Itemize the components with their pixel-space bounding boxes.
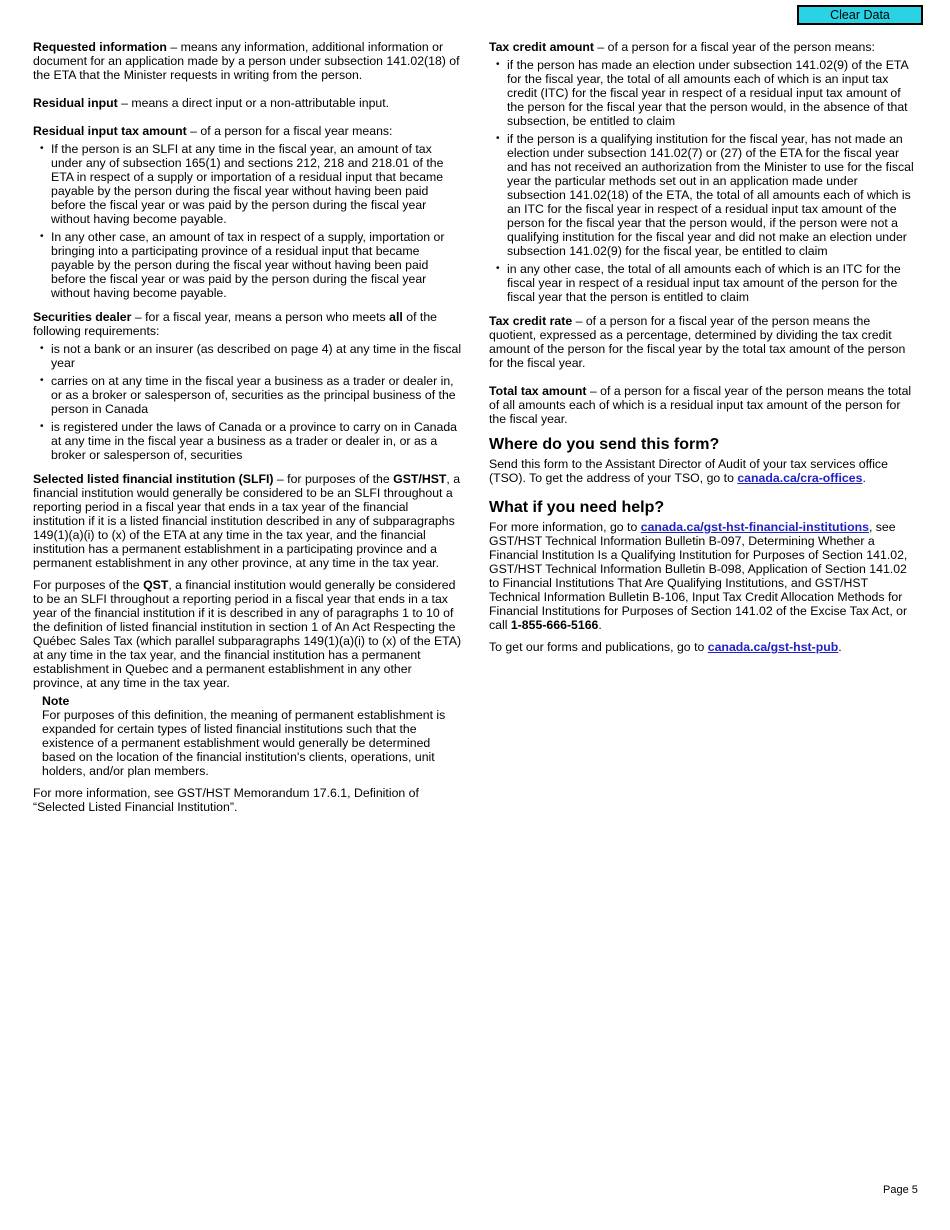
qst-paragraph: For purposes of the QST, a financial institution would generally be considered to be an SLFI throughout a reporting period in a fiscal year that ends in a tax year of the financial institution if it is described in any of paragraphs 1 to 10 of the definition of listed financial institution in section 1 of An Act Respecting the Québec Sales Tax (which parallel subparagraphs 149(1)(a)(i) to (x) of the ETA) at any time in the tax year, and the financial institution has a permanent establishment in Quebec and a permanent establishment in any other province, at any time in the tax year.: [33, 578, 462, 690]
send-text: Send this form to the Assistant Director of Audit of your tax services office (TSO). To get the address of your TSO, go to canada.ca/cra-offices.: [489, 457, 888, 485]
def-residual-input: Residual input – means a direct input or a non-attributable input.: [33, 96, 390, 110]
list-item: • if the person is a qualifying institution for the fiscal year, has not made an election under subsection 141.02(7) or (27) of the ETA for the fiscal year and has not received an authorization from the Minister to use for the fiscal year the particular methods set out in an application made under subsection 141.02(18) of the ETA, the total of all amounts each of which is an ITC for the fiscal year in respect of a residual input tax amount of the person for the fiscal year that the person would, if the person were not a qualifying institution for the fiscal year and did not make an election under subsection 141.02(9) for the fiscal year, be entitled to claim: [507, 132, 919, 258]
def-slfi: Selected listed financial institution (SLFI) – for purposes of the GST/HST, a financial institution would generally be considered to be an SLFI throughout a reporting period in a fiscal year that ends in a tax year of the financial institution if it is a listed financial institution described in any of subparagraphs 149(1)(a)(i) to (x) of the ETA at any time in the tax year, and the financial institution has a permanent establishment in a participating province and a permanent establishment in any other province, at any time in the tax year.: [33, 472, 461, 570]
forms-text: To get our forms and publications, go to canada.ca/gst-hst-pub.: [489, 640, 842, 654]
list-item: • In any other case, an amount of tax in respect of a supply, importation or bringing into a participating province of a residual input that became payable by the person during the fiscal year without having been paid before the fiscal year or was paid by the person during the fiscal year without having become payable.: [51, 230, 463, 300]
def-securities-dealer: Securities dealer – for a fiscal year, means a person who meets all of the following requirements:: [33, 310, 437, 338]
list-item: • carries on at any time in the fiscal year a business as a trader or dealer in, or as a broker or salesperson of, securities as the principal business of the person in Canada: [51, 374, 463, 416]
list-item: • is registered under the laws of Canada or a province to carry on in Canada at any time in the fiscal year a business as a trader or dealer in, or as a broker or salesperson of, securities: [51, 420, 463, 462]
def-residual-input-tax-amount: Residual input tax amount – of a person for a fiscal year means:: [33, 124, 393, 138]
list-item: • if the person has made an election under subsection 141.02(9) of the ETA for the fiscal year, the total of all amounts each of which is an input tax credit (ITC) for the fiscal year in respect of a residual input tax amount of the person for the fiscal year that the person would, in the absence of that subsection, be entitled to claim: [507, 58, 919, 128]
clear-data-button[interactable]: Clear Data: [797, 5, 923, 25]
list-item: • in any other case, the total of all amounts each of which is an ITC for the fiscal year in respect of a residual input tax amount of the person for the fiscal year that the person is entitled to claim: [507, 262, 919, 304]
right-column: [489, 40, 919, 662]
securities-list: [33, 342, 463, 462]
gst-hst-pub-link[interactable]: canada.ca/gst-hst-pub: [707, 640, 839, 654]
note-text: For purposes of this definition, the meaning of permanent establishment is expanded for certain types of listed financial institutions such that the existence of a permanent establishment would generally be determined based on the location of the financial institution's clients, operations, unit holders, and/or plan members.: [42, 708, 446, 778]
more-info: For more information, see GST/HST Memorandum 17.6.1, Definition of “Selected Listed Financial Institution”.: [33, 786, 419, 814]
tca-list: [489, 58, 919, 304]
def-requested-information: Requested information – means any information, additional information or document for an application made by a person under subsection 141.02(18) of the ETA that the Minister requests in writing from the person.: [33, 40, 460, 82]
note-title: Note: [42, 694, 70, 708]
list-item: • If the person is an SLFI at any time in the fiscal year, an amount of tax under any of subsection 165(1) and sections 212, 218 and 218.01 of the ETA in respect of a supply or importation of a residual input that became payable by the person during the fiscal year without having been paid before the fiscal year or was paid by the person during the fiscal year without having become payable.: [51, 142, 463, 226]
financial-institutions-link[interactable]: canada.ca/gst-hst-financial-institutions: [640, 520, 869, 534]
page-number: Page 5: [883, 1184, 918, 1196]
note-box: [33, 694, 463, 778]
def-tax-credit-rate: Tax credit rate – of a person for a fiscal year of the person means the quotient, expressed as a percentage, determined by dividing the tax credit amount of the person for the fiscal year by the total tax amount of the person for the fiscal year.: [489, 314, 906, 370]
send-heading: Where do you send this form?: [489, 436, 720, 453]
phone-number: 1-855-666-5166: [510, 618, 599, 632]
help-heading: What if you need help?: [489, 499, 665, 516]
list-item: • is not a bank or an insurer (as described on page 4) at any time in the fiscal year: [51, 342, 463, 370]
def-total-tax-amount: Total tax amount – of a person for a fiscal year of the person means the total of all amounts each of which is a residual input tax amount of the person for the fiscal year.: [489, 384, 912, 426]
def-tax-credit-amount: Tax credit amount – of a person for a fiscal year of the person means:: [489, 40, 875, 54]
cra-offices-link[interactable]: canada.ca/cra-offices: [737, 471, 863, 485]
ritax-list: [33, 142, 463, 300]
left-column: [33, 40, 463, 822]
help-text: For more information, go to canada.ca/gst-hst-financial-institutions, see GST/HST Technical Information Bulletin B-097, Determining Whether a Financial Institution Is a Qualifying Institution for Purposes of Section 141.02, GST/HST Technical Information Bulletin B-098, Application of Section 141.02 to Financial Institutions That Are Qualifying Institutions, and GST/HST Technical Information Bulletin B-106, Input Tax Credit Allocation Methods for Financial Institutions for Purposes of Section 141.02 of the Excise Tax Act, or call 1-855-666-5166.: [489, 520, 908, 632]
